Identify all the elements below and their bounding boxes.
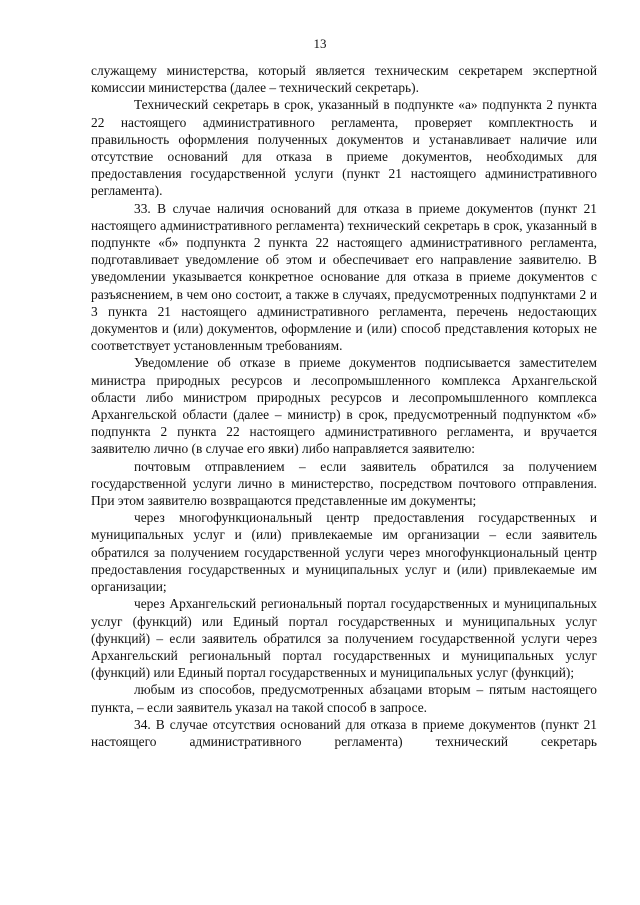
paragraph-continuation: служащему министерства, который является техническим секретарем экспертной комиссии министерства (далее – технический секретарь). [91,63,597,96]
paragraph-via-mfc: через многофункциональный центр предоставления государственных и муниципальных услуг и (или) привлекаемые им организации – если заявитель обратился за получением государственной услуги через многофункциональный центр предоставления государственных и муниципальных услуг и (или) привлекаемые им организации; [91,510,597,595]
paragraph-clause-34: 34. В случае отсутствия оснований для отказа в приеме документов (пункт 21 настоящего административного регламента) технический секретарь [91,716,597,749]
paragraph-refusal-notice: Уведомление об отказе в приеме документов подписывается заместителем министра природных ресурсов и лесопромышленного комплекса Архангельской области либо министром природных ресурсов и лесопромышленного комплекса Архангельской области (далее – министр) в срок, предусмотренный подпунктом «б» подпункта 2 пункта 22 настоящего административного регламента, и вручается заявителю лично (в случае его явки) либо направляется заявителю: [91,355,597,457]
paragraph-any-method: любым из способов, предусмотренных абзацами вторым – пятым настоящего пункта, – если заявитель указал на такой способ в запросе. [91,682,597,715]
paragraph-clause-33: 33. В случае наличия оснований для отказа в приеме документов (пункт 21 настоящего административного регламента) технический секретарь в срок, указанный в подпункте «б» подпункта 2 пункта 22 настоящего административного регламента, подготавливает уведомление об этом и обеспечивает его направление заявителю. В уведомлении указывается конкретное основание для отказа в приеме документов с разъяснением, в чем оно состоит, а также в случаях, предусмотренных подпунктами 2 и 3 пункта 21 настоящего административного регламента, перечень недостающих документов и (или) документов, оформление и (или) способ представления которых не соответствует установленным требованиям. [91,200,597,354]
paragraph-by-post: почтовым отправлением – если заявитель обратился за получением государственной услуги лично в министерство, посредством почтового отправления. При этом заявителю возвращаются представленные им документы; [91,458,597,509]
paragraph-via-portal: через Архангельский региональный портал государственных и муниципальных услуг (функций) или Единый портал государственных и муниципальных услуг (функций) – если заявитель обратился за получением государственной услуги через Архангельский региональный портал государственных и муниципальных услуг (функций) или Единый портал государственных и муниципальных услуг (функций); [91,596,597,681]
page-number: 13 [313,36,327,51]
paragraph-technical-secretary-check: Технический секретарь в срок, указанный в подпункте «а» подпункта 2 пункта 22 настоящего административного регламента, проверяет комплектность и правильность оформления полученных документов и устанавливает наличие или отсутствие оснований для отказа в приеме документов, необходимых для предоставления государственной услуги (пункт 21 настоящего административного регламента). [91,97,597,199]
body-text [91,62,597,750]
